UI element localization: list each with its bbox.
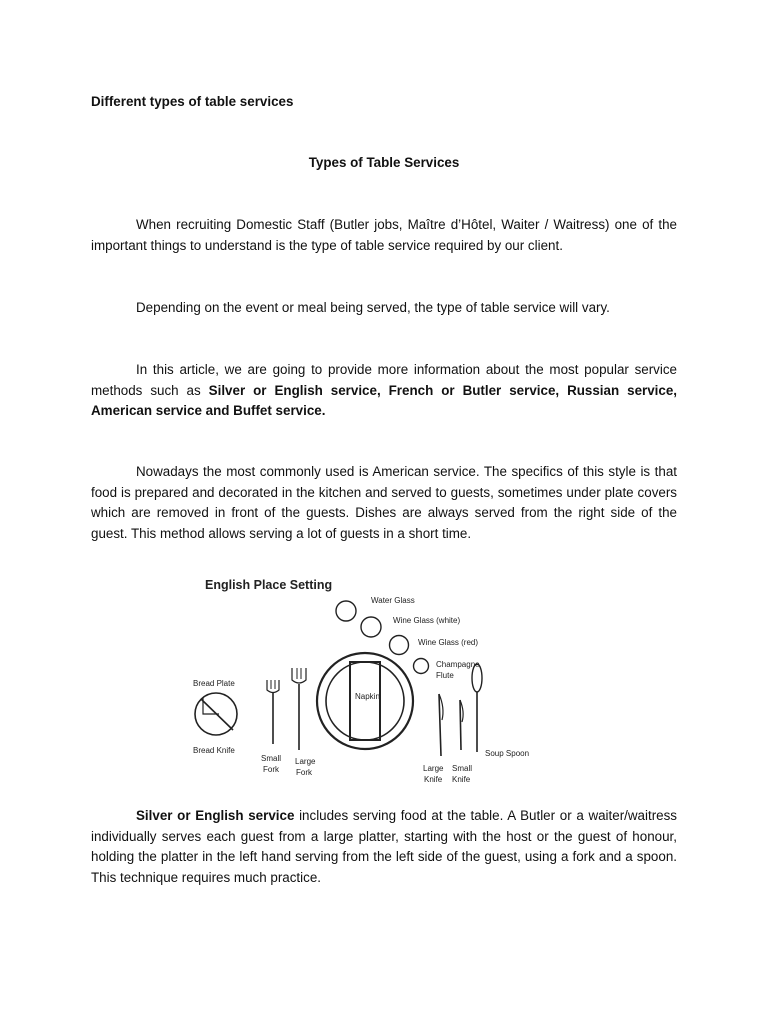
napkin-icon bbox=[350, 662, 380, 740]
label-wine-white: Wine Glass (white) bbox=[393, 616, 461, 625]
paragraph-article bbox=[91, 360, 677, 422]
label-large-knife-2: Knife bbox=[424, 775, 443, 784]
label-large-knife-1: Large bbox=[423, 764, 444, 773]
label-champagne-1: Champagne bbox=[436, 660, 480, 669]
label-bread-plate: Bread Plate bbox=[193, 679, 235, 688]
soup-spoon-icon bbox=[472, 664, 482, 752]
dinner-plate-inner-ring bbox=[326, 662, 404, 740]
label-small-knife-2: Knife bbox=[452, 775, 471, 784]
dinner-plate-icon bbox=[317, 653, 413, 749]
paragraph-american-service: Nowadays the most commonly used is American service. The specifics of this style is that food is prepared and decorated in the kitchen and served to guests, sometimes under plate covers which are removed in front of the guests. Dishes are always served from the right side of the guest. This method allows serving a lot of guests in a short time. bbox=[91, 464, 677, 541]
small-knife-icon bbox=[460, 700, 463, 750]
paragraph-article-bold: Silver or English service, French or Butler service, Russian service, American service and Buffet service. bbox=[91, 382, 678, 418]
large-knife-icon bbox=[439, 694, 443, 756]
label-large-fork-2: Fork bbox=[296, 768, 312, 777]
document-page bbox=[91, 0, 677, 1024]
label-small-fork-2: Fork bbox=[263, 765, 279, 774]
place-setting-diagram bbox=[97, 568, 597, 800]
place-setting-figure bbox=[97, 568, 597, 800]
wine-glass-red-icon bbox=[390, 636, 409, 655]
wine-glass-white-icon bbox=[361, 617, 381, 637]
champagne-flute-icon bbox=[414, 659, 429, 674]
label-champagne-2: Flute bbox=[436, 671, 454, 680]
figure-title: English Place Setting bbox=[205, 578, 333, 592]
paragraph-english-service-bold: Silver or English service bbox=[136, 808, 295, 823]
paragraph-depending: Depending on the event or meal being served, the type of table service will vary. bbox=[136, 300, 610, 315]
document-heading: Different types of table services bbox=[91, 94, 294, 109]
paragraph-english-service bbox=[91, 806, 677, 888]
document-title: Types of Table Services bbox=[308, 155, 460, 170]
label-water-glass: Water Glass bbox=[371, 596, 415, 605]
water-glass-icon bbox=[336, 601, 356, 621]
paragraph-article-text: In this article, we are going to provide more information about the most popular service methods such as bbox=[91, 362, 677, 398]
small-fork-icon bbox=[267, 680, 279, 744]
label-small-fork-1: Small bbox=[261, 754, 282, 763]
paragraph-english-service-text: includes serving food at the table. A Butler or a waiter/waitress individually serves each guest from a large platter, starting with the host or the guest of honour, holding the platter in the left hand serving from the left side of the guest, using a fork and a spoon. This technique requires much practice. bbox=[91, 808, 677, 885]
label-small-knife-1: Small bbox=[452, 764, 473, 773]
label-napkin: Napkin bbox=[355, 692, 380, 701]
paragraph-recruiting: When recruiting Domestic Staff (Butler jobs, Maître d’Hôtel, Waiter / Waitress) one of the important things to understand is the type of table service required by our client. bbox=[91, 217, 677, 253]
large-fork-icon bbox=[292, 668, 306, 750]
label-wine-red: Wine Glass (red) bbox=[418, 638, 479, 647]
label-large-fork-1: Large bbox=[295, 757, 316, 766]
label-bread-knife: Bread Knife bbox=[193, 746, 235, 755]
label-soup-spoon: Soup Spoon bbox=[485, 749, 530, 758]
